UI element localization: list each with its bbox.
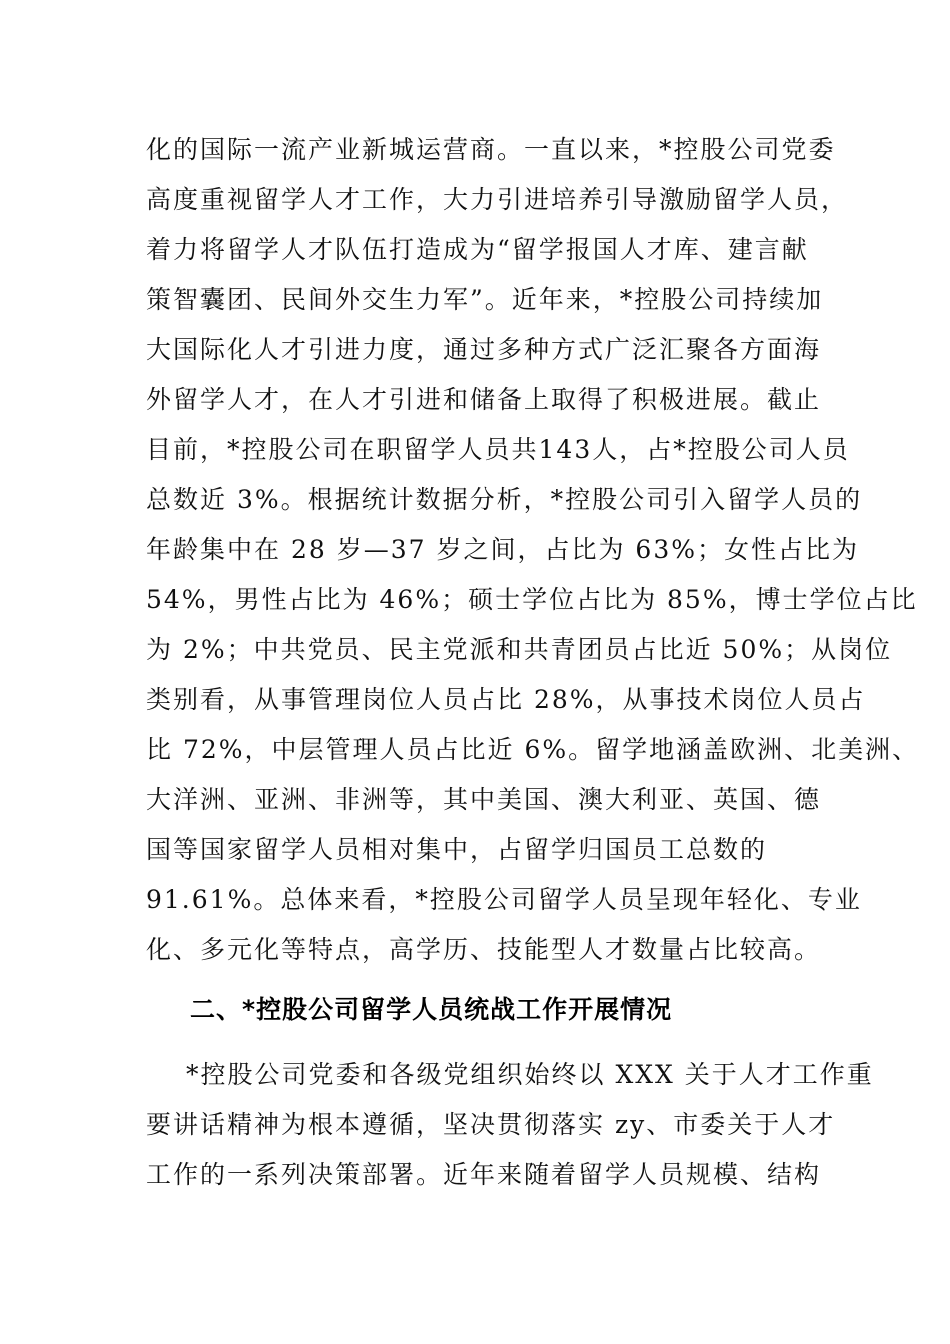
paragraph-line: 大国际化人才引进力度，通过多种方式广泛汇聚各方面海 (146, 335, 822, 364)
paragraph-line: 着力将留学人才队伍打造成为“留学报国人才库、建言献 (146, 235, 809, 264)
paragraph-line: 高度重视留学人才工作，大力引进培养引导激励留学人员， (146, 185, 849, 214)
paragraph-line: 91.61%。总体来看，*控股公司留学人员呈现年轻化、专业 (146, 885, 862, 914)
paragraph-line: 化、多元化等特点，高学历、技能型人才数量占比较高。 (146, 935, 822, 964)
paragraph-line: *控股公司党委和各级党组织始终以 XXX 关于人才工作重 (186, 1060, 874, 1089)
paragraph-line: 年龄集中在 28 岁—37 岁之间，占比为 63%；女性占比为 (146, 535, 859, 564)
paragraph-line: 工作的一系列决策部署。近年来随着留学人员规模、结构 (146, 1160, 822, 1189)
paragraph-line: 策智囊团、民间外交生力军”。近年来，*控股公司持续加 (146, 285, 824, 314)
section-heading: 二、*控股公司留学人员统战工作开展情况 (190, 995, 673, 1024)
paragraph-line: 目前，*控股公司在职留学人员共143人，占*控股公司人员 (146, 435, 850, 464)
paragraph-line: 外留学人才，在人才引进和储备上取得了积极进展。截止 (146, 385, 822, 414)
paragraph-line: 类别看，从事管理岗位人员占比 28%，从事技术岗位人员占 (146, 685, 866, 714)
paragraph-line: 比 72%，中层管理人员占比近 6%。留学地涵盖欧洲、北美洲、 (146, 735, 920, 764)
paragraph-line: 54%，男性占比为 46%；硕士学位占比为 85%，博士学位占比 (146, 585, 918, 614)
paragraph-line: 为 2%；中共党员、民主党派和共青团员占比近 50%；从岗位 (146, 635, 893, 664)
paragraph-line: 要讲话精神为根本遵循，坚决贯彻落实 zy、市委关于人才 (146, 1110, 836, 1139)
paragraph-line: 总数近 3%。根据统计数据分析，*控股公司引入留学人员的 (146, 485, 863, 514)
paragraph-line: 大洋洲、亚洲、非洲等，其中美国、澳大利亚、英国、德 (146, 785, 822, 814)
paragraph-line: 国等国家留学人员相对集中，占留学归国员工总数的 (146, 835, 768, 864)
paragraph-line: 化的国际一流产业新城运营商。一直以来，*控股公司党委 (146, 135, 836, 164)
